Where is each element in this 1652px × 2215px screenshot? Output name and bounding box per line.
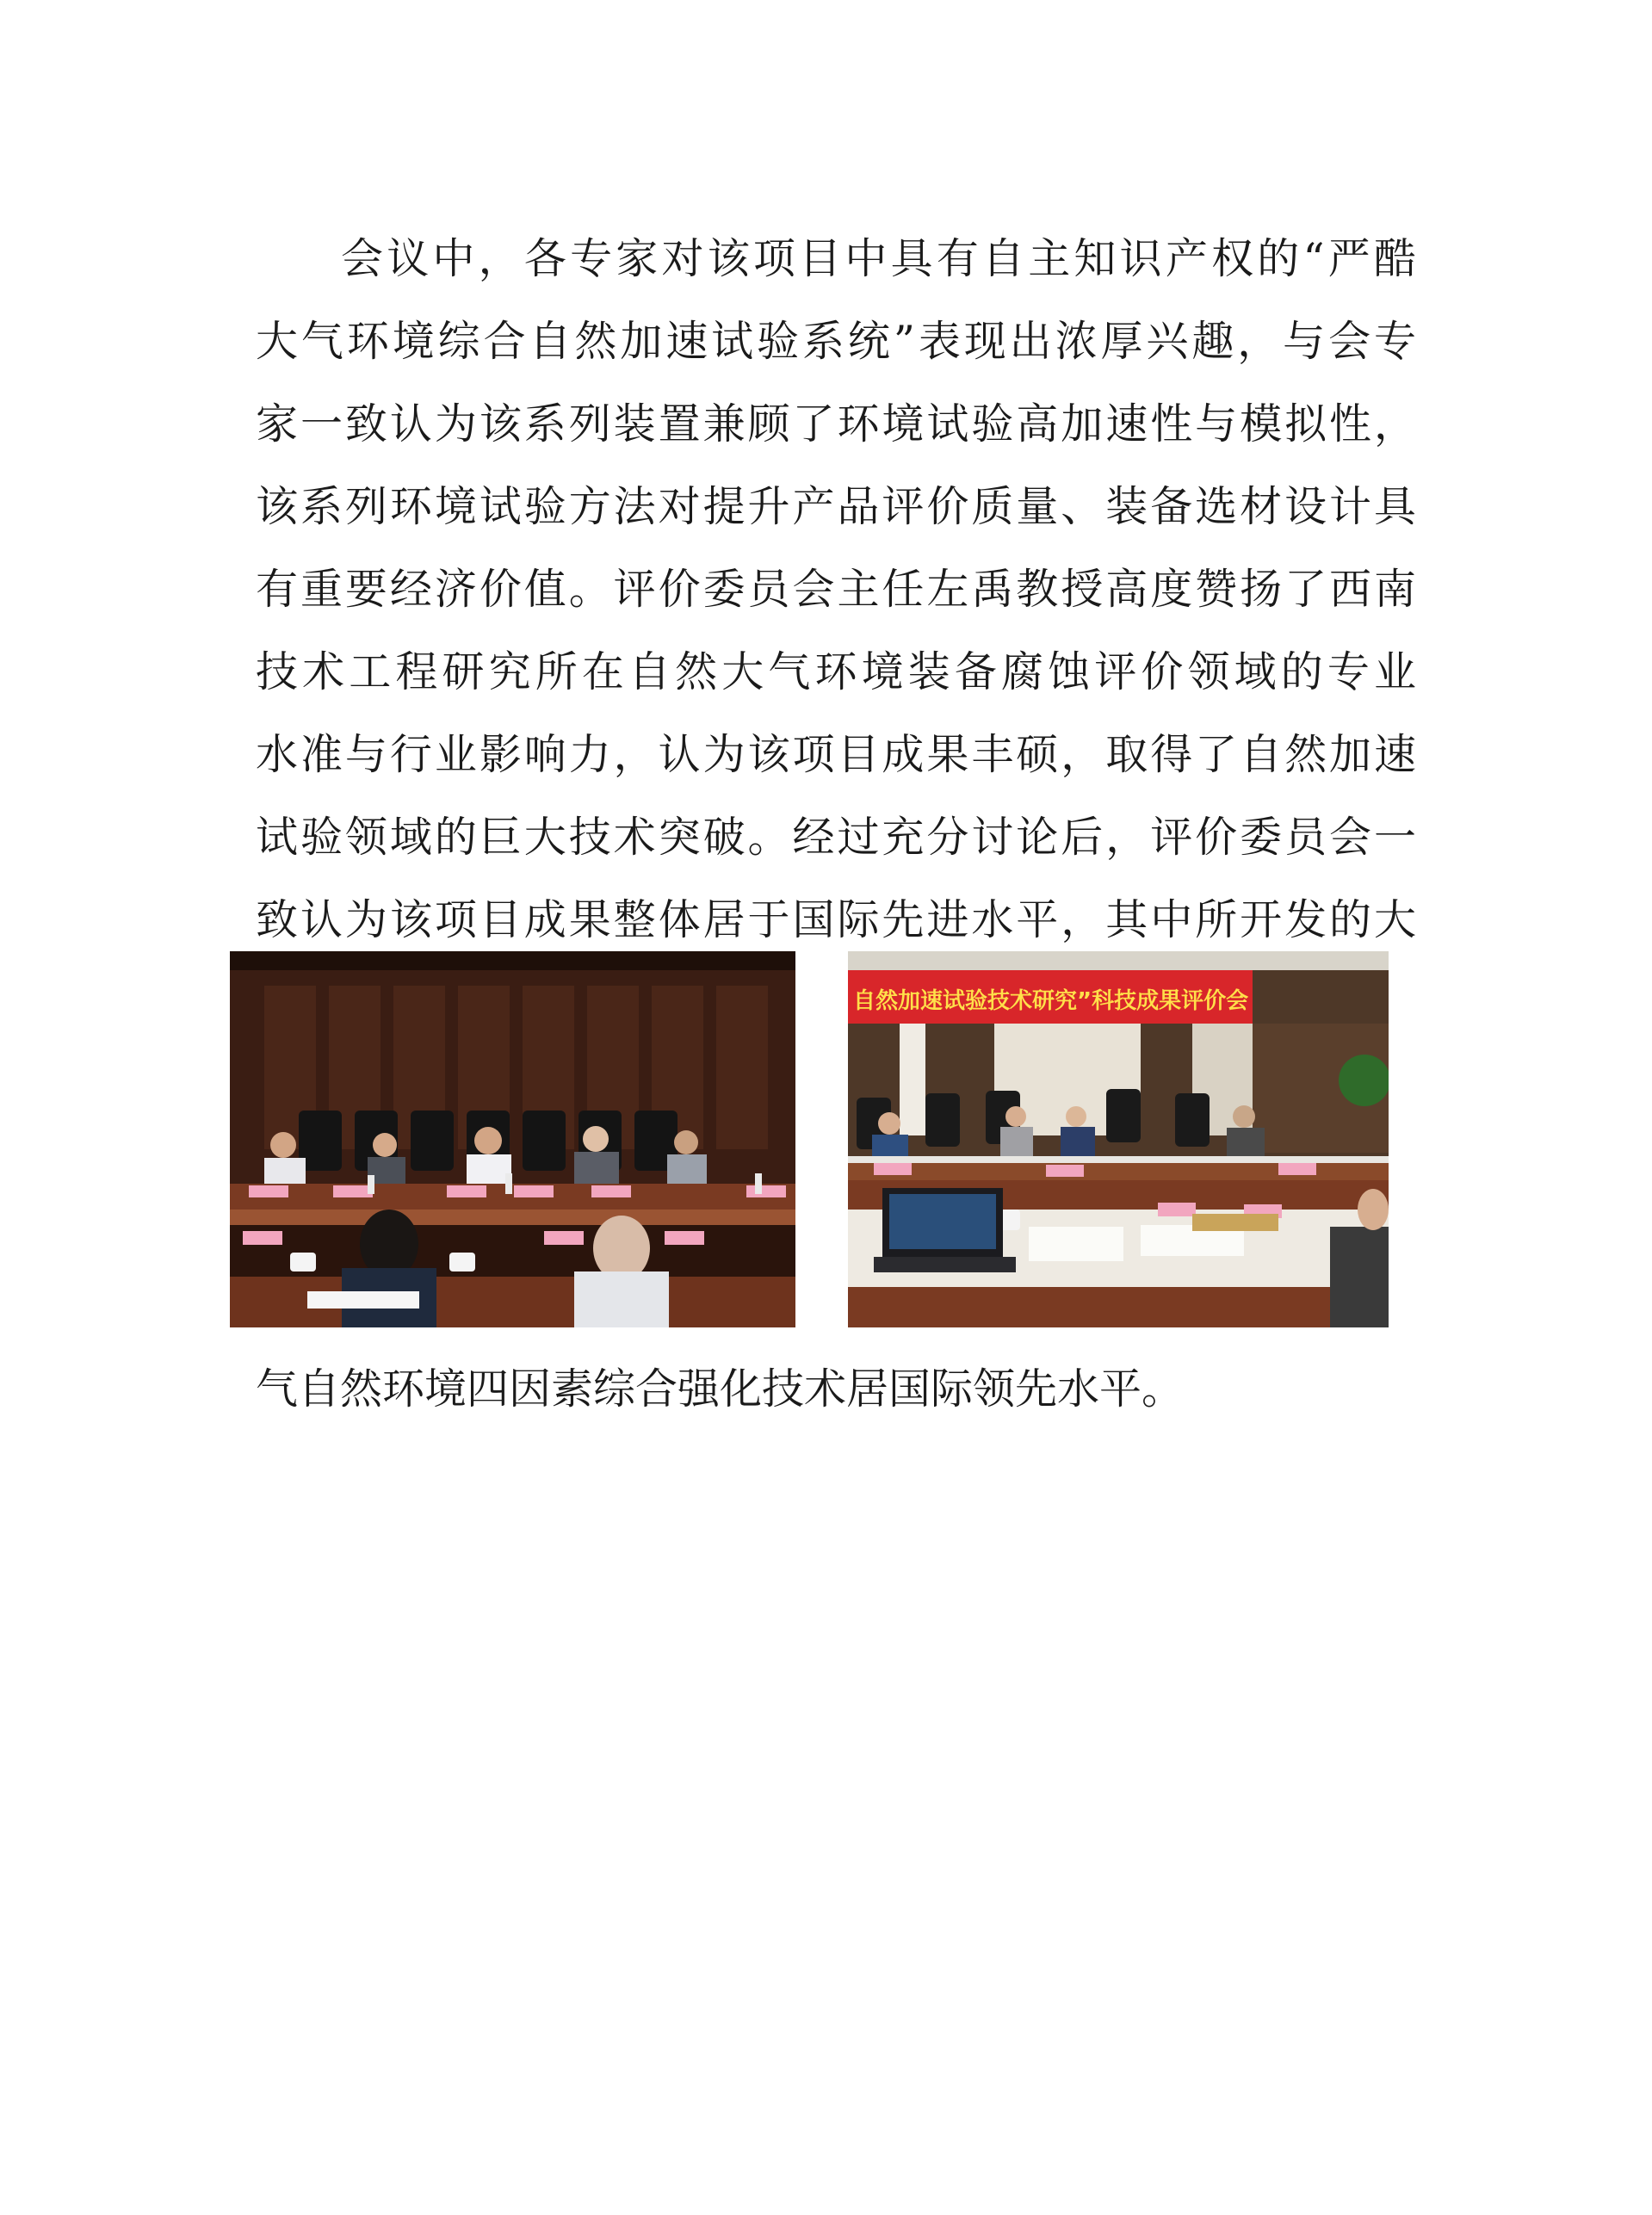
paragraph-line-10: 气自然环境四因素综合强化技术居国际领先水平。 <box>256 1364 1185 1414</box>
paragraph-line-1: 会议中，各专家对该项目中具有自主知识产权的“严酷 <box>341 234 1416 283</box>
paragraph-line-9: 致认为该项目成果整体居于国际先进水平，其中所开发的大 <box>256 895 1416 944</box>
paragraph-line-7: 水准与行业影响力，认为该项目成果丰硕，取得了自然加速 <box>256 730 1416 779</box>
meeting-photo-left <box>230 951 795 1327</box>
paragraph-line-5: 有重要经济价值。评价委员会主任左禹教授高度赞扬了西南 <box>256 565 1416 614</box>
banner-text: 自然加速试验技术研究”科技成果评价会 <box>853 988 1249 1014</box>
paragraph-line-6: 技术工程研究所在自然大气环境装备腐蚀评价领域的专业 <box>256 647 1416 696</box>
paragraph-line-3: 家一致认为该系列装置兼顾了环境试验高加速性与模拟性， <box>256 399 1416 449</box>
meeting-photo-right <box>848 951 1389 1327</box>
paragraph-line-8: 试验领域的巨大技术突破。经过充分讨论后，评价委员会一 <box>256 813 1416 862</box>
paragraph-line-2: 大气环境综合自然加速试验系统”表现出浓厚兴趣，与会专 <box>256 317 1416 366</box>
paragraph-line-4: 该系列环境试验方法对提升产品评价质量、装备选材设计具 <box>256 482 1416 531</box>
